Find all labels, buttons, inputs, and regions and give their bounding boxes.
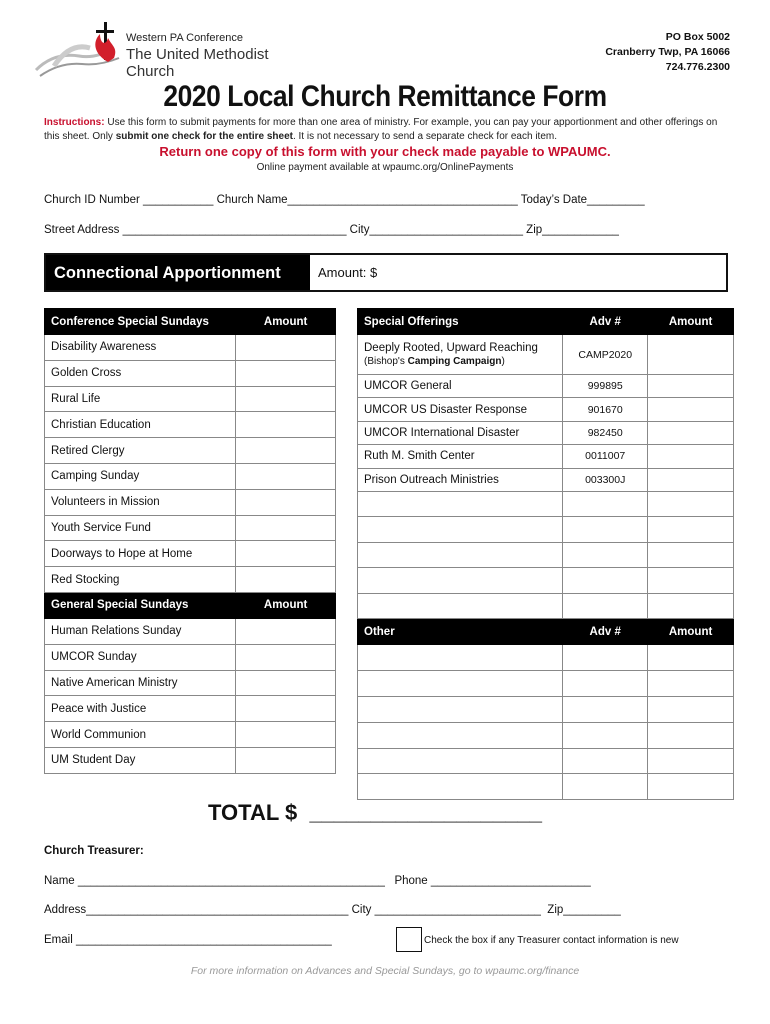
special-offering-item: UMCOR US Disaster Response — [358, 398, 563, 421]
table-row — [358, 542, 734, 568]
adv-number: CAMP2020 — [563, 335, 648, 375]
amount-header: Amount — [648, 309, 734, 335]
church-info-line-2[interactable]: Street Address ___________________________________ City________________________ Zip____________ — [44, 224, 619, 236]
table-row — [358, 697, 734, 723]
table-row — [358, 375, 734, 398]
amount-input[interactable] — [648, 568, 734, 594]
instructions-text-1: Use this form to submit payments for more than one area of ministry. For example, you can pay your apportionment and other offerings on this sheet. Only — [44, 117, 718, 142]
special-offering-item: Ruth M. Smith Center — [358, 445, 563, 468]
instructions-lead: Instructions: — [44, 117, 105, 128]
table-row — [358, 445, 734, 468]
adv-input[interactable] — [563, 671, 648, 697]
amount-header: Amount — [648, 619, 734, 645]
amount-input[interactable] — [236, 515, 336, 541]
amount-input[interactable] — [648, 542, 734, 568]
return-note: Return one copy of this form with your check made payable to WPAUMC. — [159, 144, 611, 159]
subtitle-prefix: (Bishop's — [364, 355, 408, 367]
adv-input[interactable] — [563, 542, 648, 568]
amount-input[interactable] — [648, 722, 734, 748]
list-item: Christian Education — [45, 412, 236, 438]
table-row — [358, 593, 734, 619]
adv-header: Adv # — [563, 619, 648, 645]
amount-input[interactable] — [236, 463, 336, 489]
table-row — [45, 386, 336, 412]
list-item: Retired Clergy — [45, 438, 236, 464]
adv-input[interactable] — [563, 568, 648, 594]
table-row — [45, 515, 336, 541]
amount-input[interactable] — [236, 360, 336, 386]
amount-input[interactable] — [236, 541, 336, 567]
amount-header: Amount — [236, 309, 336, 335]
list-item: Rural Life — [45, 386, 236, 412]
conference-special-sundays-table — [44, 308, 336, 774]
table-row — [358, 568, 734, 594]
conference-special-sundays-header: Conference Special Sundays — [45, 309, 236, 335]
footer-note: For more information on Advances and Special Sundays, go to wpaumc.org/finance — [190, 965, 580, 977]
amount-input[interactable] — [236, 412, 336, 438]
treasurer-heading: Church Treasurer: — [44, 845, 144, 857]
other-entry[interactable] — [358, 671, 563, 697]
amount-input[interactable] — [648, 671, 734, 697]
list-item: Golden Cross — [45, 360, 236, 386]
adv-number: 982450 — [563, 421, 648, 444]
blank-entry[interactable] — [358, 568, 563, 594]
table-row — [358, 491, 734, 517]
amount-input[interactable] — [648, 491, 734, 517]
table-row — [358, 517, 734, 543]
adv-input[interactable] — [563, 491, 648, 517]
amount-input[interactable] — [236, 644, 336, 670]
other-entry[interactable] — [358, 697, 563, 723]
form-title: 2020 Local Church Remittance Form — [163, 80, 607, 113]
adv-input[interactable] — [563, 748, 648, 774]
other-entry[interactable] — [358, 722, 563, 748]
table-row — [45, 618, 336, 644]
adv-number: 901670 — [563, 398, 648, 421]
other-header: Other — [358, 619, 563, 645]
connectional-amount-label: Amount: $ — [318, 265, 378, 280]
special-offering-item: Prison Outreach Ministries — [358, 468, 563, 491]
list-item: Doorways to Hope at Home — [45, 541, 236, 567]
offering-name: Deeply Rooted, Upward Reaching — [364, 341, 538, 354]
amount-input[interactable] — [648, 468, 734, 491]
amount-input[interactable] — [648, 774, 734, 800]
table-row — [45, 335, 336, 361]
table-row — [45, 670, 336, 696]
other-entry[interactable] — [358, 774, 563, 800]
table-row — [358, 309, 734, 335]
amount-input[interactable] — [236, 386, 336, 412]
list-item: Youth Service Fund — [45, 515, 236, 541]
table-row — [45, 567, 336, 593]
amount-input[interactable] — [236, 489, 336, 515]
table-row — [45, 360, 336, 386]
special-offering-item: UMCOR International Disaster — [358, 421, 563, 444]
instructions — [44, 116, 734, 144]
total-amount-line[interactable]: TOTAL $ ___________________ — [208, 800, 542, 825]
amount-input[interactable] — [648, 697, 734, 723]
table-row — [45, 489, 336, 515]
general-special-sundays-header: General Special Sundays — [45, 592, 236, 618]
connectional-apportionment-label: Connectional Apportionment — [46, 255, 310, 290]
table-row — [358, 398, 734, 421]
amount-input[interactable] — [236, 670, 336, 696]
amount-input[interactable] — [648, 645, 734, 671]
blank-entry[interactable] — [358, 593, 563, 619]
list-item: Camping Sunday — [45, 463, 236, 489]
amount-input[interactable] — [648, 593, 734, 619]
list-item: World Communion — [45, 722, 236, 748]
subtitle-suffix: ) — [501, 355, 505, 367]
amount-input[interactable] — [236, 335, 336, 361]
table-row — [358, 421, 734, 444]
list-item: Volunteers in Mission — [45, 489, 236, 515]
adv-input[interactable] — [563, 697, 648, 723]
adv-input[interactable] — [563, 774, 648, 800]
logo-line-1: Western PA Conference — [126, 32, 243, 44]
blank-entry[interactable] — [358, 542, 563, 568]
conference-logo — [34, 18, 304, 88]
table-row — [358, 748, 734, 774]
table-row — [358, 335, 734, 375]
special-offering-item — [358, 335, 563, 375]
instructions-bold: submit one check for the entire sheet — [115, 131, 293, 142]
adv-number: 0011007 — [563, 445, 648, 468]
blank-entry[interactable] — [358, 491, 563, 517]
adv-input[interactable] — [563, 722, 648, 748]
amount-input[interactable] — [648, 398, 734, 421]
instructions-text-2: . It is not necessary to send a separate check for each item. — [292, 131, 557, 142]
church-info-line-1[interactable]: Church ID Number ___________ Church Name____________________________________ Today’s Date_________ — [44, 194, 645, 206]
address-city: Cranberry Twp, PA 16066 — [605, 46, 730, 58]
table-row — [45, 463, 336, 489]
new-contact-checkbox-label: Check the box if any Treasurer contact information is new — [424, 935, 679, 946]
cross-and-flame-icon — [34, 18, 129, 88]
table-row — [45, 747, 336, 773]
offering-subtitle — [364, 355, 556, 369]
new-contact-checkbox[interactable] — [396, 927, 422, 952]
amount-input[interactable] — [236, 747, 336, 773]
blank-entry[interactable] — [358, 517, 563, 543]
table-row — [358, 671, 734, 697]
table-row — [358, 722, 734, 748]
address-phone: 724.776.2300 — [665, 61, 730, 73]
amount-header: Amount — [236, 592, 336, 618]
table-row — [358, 619, 734, 645]
amount-input[interactable] — [648, 421, 734, 444]
table-row — [358, 774, 734, 800]
amount-input[interactable] — [648, 748, 734, 774]
conference-address — [605, 30, 730, 75]
online-payment-note: Online payment available at wpaumc.org/OnlinePayments — [256, 162, 514, 173]
amount-input[interactable] — [648, 375, 734, 398]
table-row — [45, 309, 336, 335]
amount-input[interactable] — [648, 517, 734, 543]
adv-number: 003300J — [563, 468, 648, 491]
list-item: Native American Ministry — [45, 670, 236, 696]
amount-input[interactable] — [236, 722, 336, 748]
adv-input[interactable] — [563, 593, 648, 619]
connectional-apportionment-box[interactable] — [44, 253, 728, 292]
other-entry[interactable] — [358, 645, 563, 671]
amount-input[interactable] — [236, 438, 336, 464]
list-item: Disability Awareness — [45, 335, 236, 361]
amount-input[interactable] — [648, 335, 734, 375]
adv-header: Adv # — [563, 309, 648, 335]
treasurer-address-line[interactable]: Address_________________________________________ City __________________________ Zip_________ — [44, 904, 621, 916]
adv-input[interactable] — [563, 645, 648, 671]
list-item: UM Student Day — [45, 747, 236, 773]
table-row — [45, 722, 336, 748]
address-po-box: PO Box 5002 — [665, 31, 730, 43]
subtitle-bold: Camping Campaign — [407, 355, 502, 367]
other-entry[interactable] — [358, 748, 563, 774]
amount-input[interactable] — [236, 618, 336, 644]
list-item: Peace with Justice — [45, 696, 236, 722]
table-row — [358, 645, 734, 671]
table-row — [45, 644, 336, 670]
list-item: Human Relations Sunday — [45, 618, 236, 644]
treasurer-email-line[interactable]: Email ________________________________________ — [44, 934, 332, 946]
special-offering-item: UMCOR General — [358, 375, 563, 398]
table-row — [45, 696, 336, 722]
table-row — [45, 438, 336, 464]
adv-number: 999895 — [563, 375, 648, 398]
special-offerings-header: Special Offerings — [358, 309, 563, 335]
special-offerings-table — [357, 308, 734, 800]
adv-input[interactable] — [563, 517, 648, 543]
amount-input[interactable] — [648, 445, 734, 468]
amount-input[interactable] — [236, 696, 336, 722]
logo-line-2: The United Methodist Church — [126, 46, 269, 80]
table-row — [45, 541, 336, 567]
list-item: UMCOR Sunday — [45, 644, 236, 670]
amount-input[interactable] — [236, 567, 336, 593]
treasurer-name-line[interactable]: Name ________________________________________________ Phone _________________________ — [44, 875, 591, 887]
table-row — [45, 412, 336, 438]
table-row — [358, 468, 734, 491]
table-row — [45, 592, 336, 618]
list-item: Red Stocking — [45, 567, 236, 593]
